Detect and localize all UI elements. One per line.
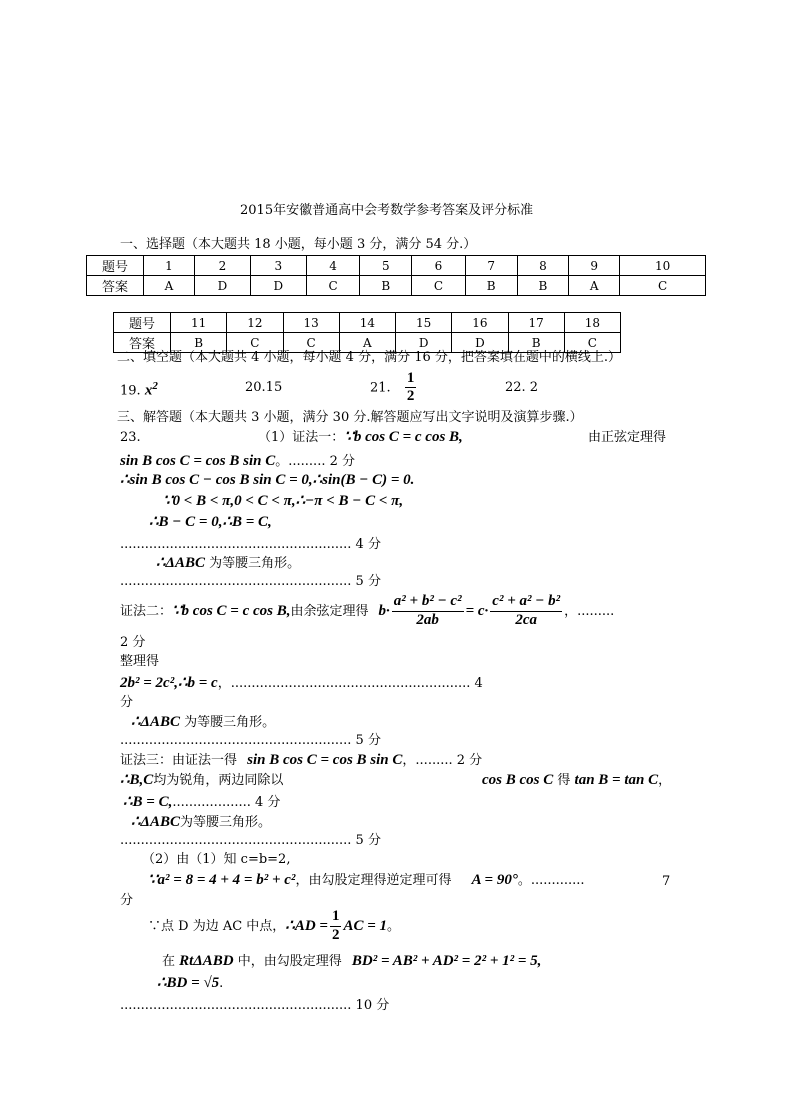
answer-21-fraction bbox=[405, 370, 417, 406]
math-expression: ∴ΔABC bbox=[131, 714, 180, 730]
proof2-mid-text: 由余弦定理得 bbox=[290, 603, 369, 619]
fraction-numerator: a² + b² − c² bbox=[392, 593, 464, 611]
math-expression: ∴ΔABC bbox=[156, 555, 205, 571]
proof3-text: 得 bbox=[557, 773, 571, 788]
answer-19-label: 19. bbox=[120, 383, 141, 399]
proof3-line2-right bbox=[482, 773, 671, 788]
part2-line4 bbox=[162, 954, 541, 969]
table-header-cell: 题号 bbox=[114, 313, 171, 333]
math-expression: ∴BD = √5 bbox=[157, 975, 220, 991]
proof3-label: 证法三：由证法一得 bbox=[120, 753, 238, 768]
table-header-cell: 题号 bbox=[87, 256, 144, 276]
table-cell: 18 bbox=[564, 313, 620, 333]
math-expression: BD² = AB² + AD² = 2² + 1² = 5, bbox=[351, 953, 542, 969]
table-cell: B bbox=[517, 276, 569, 296]
table-cell: 6 bbox=[412, 256, 466, 276]
table-cell: 4 bbox=[306, 256, 360, 276]
table-header-cell: 答案 bbox=[87, 276, 144, 296]
score-marker: ................... 4 分 bbox=[172, 795, 281, 810]
answer-table-1 bbox=[86, 255, 706, 296]
table-cell: 9 bbox=[569, 256, 620, 276]
score-dots-4: ........................................................ 4 分 bbox=[120, 537, 381, 552]
table-cell: A bbox=[144, 276, 195, 296]
page-title: 2015年安徽普通高中会考数学参考答案及评分标准 bbox=[240, 203, 534, 218]
part2-intro: （2）由（1）知 c=b=2, bbox=[142, 852, 291, 867]
fraction-denominator: 2 bbox=[331, 926, 340, 943]
math-expression: 2b² = 2c²,∴b = c bbox=[120, 675, 218, 691]
table-cell: 12 bbox=[227, 313, 283, 333]
q23-label: 23. bbox=[120, 430, 141, 445]
table-cell: C bbox=[283, 333, 339, 353]
math-expression: AC = 1 bbox=[343, 917, 388, 934]
table-cell: 17 bbox=[508, 313, 564, 333]
punctuation: . bbox=[219, 976, 224, 991]
math-expression: sin B cos C = cos B sin C bbox=[120, 453, 276, 469]
fraction-numerator: c² + a² − b² bbox=[490, 593, 562, 611]
math-expression: ∴ΔABC bbox=[131, 814, 180, 830]
score-dots-5: ........................................................ 5 分 bbox=[120, 574, 381, 589]
proof1-line4: ∵0 < B < π,0 < C < π,∴−π < B − C < π, bbox=[163, 493, 404, 509]
proof2-zhengli: 整理得 bbox=[120, 654, 160, 669]
table-cell: 5 bbox=[360, 256, 412, 276]
proof2-label: 证法二： bbox=[120, 603, 173, 619]
proof2-line1 bbox=[120, 588, 614, 634]
table-cell: 3 bbox=[250, 256, 306, 276]
fraction-denominator: 2ca bbox=[515, 611, 538, 628]
fraction bbox=[392, 593, 464, 629]
score-marker: ，......... bbox=[564, 603, 615, 619]
proof1-intro-text: （1）证法一： bbox=[258, 430, 345, 445]
table-cell: D bbox=[250, 276, 306, 296]
table-cell: 10 bbox=[620, 256, 706, 276]
table-cell: A bbox=[339, 333, 395, 353]
part2-fen: 分 bbox=[120, 893, 134, 908]
table-cell: B bbox=[465, 276, 517, 296]
section1-heading: 一、选择题（本大题共 18 小题，每小题 3 分，满分 54 分.） bbox=[120, 237, 477, 252]
part2-text: ∵点 D 为边 AC 中点， bbox=[148, 918, 286, 934]
math-expression: ∵a² = 8 = 4 + 4 = b² + c² bbox=[148, 872, 296, 888]
proof2-fen: 分 bbox=[120, 695, 134, 710]
part2-line3 bbox=[148, 906, 400, 946]
proof1-conclusion bbox=[156, 556, 300, 571]
table-cell: B bbox=[360, 276, 412, 296]
table-cell: B bbox=[171, 333, 227, 353]
table-row-answers bbox=[87, 276, 706, 296]
conclusion-text: 为等腰三角形。 bbox=[184, 715, 276, 730]
proof2-conclusion bbox=[131, 715, 275, 730]
proof1-line2 bbox=[120, 454, 355, 469]
table-header-cell: 答案 bbox=[114, 333, 171, 353]
fraction bbox=[490, 593, 562, 629]
table-cell: C bbox=[564, 333, 620, 353]
score-marker: 。......... 2 分 bbox=[275, 454, 355, 469]
proof1-equation: ∵b cos C = c cos B, bbox=[344, 429, 463, 445]
proof1-line3: ∴sin B cos C − cos B sin C = 0,∴sin(B − C) = 0. bbox=[120, 472, 415, 488]
table-cell: 13 bbox=[283, 313, 339, 333]
punctuation: 。 bbox=[387, 918, 401, 934]
math-expression: A = 90° bbox=[471, 872, 518, 888]
table-cell: 14 bbox=[339, 313, 395, 333]
table-cell: B bbox=[508, 333, 564, 353]
table-cell: C bbox=[306, 276, 360, 296]
proof2-score-5: ........................................................ 5 分 bbox=[120, 733, 381, 748]
fraction bbox=[330, 908, 342, 944]
table-cell: D bbox=[396, 333, 452, 353]
part2-text: 中，由勾股定理得 bbox=[237, 954, 342, 969]
math-expression: ∵b cos C = c cos B, bbox=[172, 602, 291, 619]
table-cell: 16 bbox=[452, 313, 508, 333]
table-cell: 8 bbox=[517, 256, 569, 276]
part2-score-10: ........................................................ 10 分 bbox=[120, 998, 390, 1013]
math-expression: ∴B,C bbox=[120, 772, 154, 788]
proof1-line5: ∴B − C = 0,∴B = C, bbox=[149, 514, 272, 530]
table-row-questions bbox=[114, 313, 621, 333]
fraction-denominator: 2ab bbox=[416, 611, 439, 628]
proof3-line2-left bbox=[120, 773, 283, 788]
math-expression: = c· bbox=[465, 602, 489, 619]
proof3-conclusion bbox=[131, 815, 271, 830]
table-cell: C bbox=[620, 276, 706, 296]
math-expression: sin B cos C = cos B sin C bbox=[247, 752, 403, 768]
math-expression: ∴B = C, bbox=[123, 794, 173, 810]
answer-19-exp: 2 bbox=[152, 380, 158, 392]
proof2-score-2: 2 分 bbox=[120, 635, 146, 650]
fraction-denominator: 2 bbox=[406, 388, 415, 405]
table-cell: C bbox=[227, 333, 283, 353]
proof1-right-text: 由正弦定理得 bbox=[588, 430, 667, 445]
answer-20: 20.15 bbox=[245, 380, 283, 395]
section3-heading: 三、解答题（本大题共 3 小题，满分 30 分.解答题应写出文字说明及演算步骤.） bbox=[117, 410, 583, 425]
proof3-line3 bbox=[123, 795, 280, 810]
math-expression: cos B cos C bbox=[482, 772, 554, 788]
proof3-text: 均为锐角，两边同除以 bbox=[153, 773, 284, 788]
punctuation: ， bbox=[658, 773, 672, 788]
part2-seven: 7 bbox=[662, 874, 671, 889]
conclusion-text: 为等腰三角形。 bbox=[209, 556, 301, 571]
answer-table-2 bbox=[113, 312, 621, 353]
table-cell: D bbox=[452, 333, 508, 353]
table-cell: C bbox=[412, 276, 466, 296]
section2-heading: 二、填空题（本大题共 4 小题，每小题 4 分，满分 16 分，把答案填在题中的横线上.） bbox=[117, 350, 622, 365]
table-cell: D bbox=[194, 276, 250, 296]
score-marker: ，......... 2 分 bbox=[402, 753, 483, 768]
part2-line2 bbox=[148, 873, 585, 888]
math-expression: RtΔABD bbox=[179, 953, 234, 969]
math-expression: ∴AD = bbox=[285, 917, 328, 934]
conclusion-text: 为等腰三角形。 bbox=[179, 815, 271, 830]
fraction-numerator: 1 bbox=[330, 908, 342, 926]
answer-22: 22. 2 bbox=[505, 380, 539, 395]
answer-21-label: 21. bbox=[370, 380, 391, 396]
part2-text: 在 bbox=[162, 954, 176, 969]
answer-19-base: x bbox=[144, 382, 153, 399]
part2-text: ，由勾股定理得逆定理可得 bbox=[295, 873, 452, 888]
math-expression: tan B = tan C bbox=[574, 772, 659, 788]
part2-line5 bbox=[157, 976, 223, 991]
table-row-questions bbox=[87, 256, 706, 276]
proof2-line3 bbox=[120, 676, 483, 691]
score-marker: ，.......................................................... 4 bbox=[217, 676, 483, 691]
table-cell: 7 bbox=[465, 256, 517, 276]
fraction-numerator: 1 bbox=[405, 370, 417, 388]
proof3-line1 bbox=[120, 753, 482, 768]
table-cell: 11 bbox=[171, 313, 227, 333]
proof1-intro bbox=[258, 430, 463, 445]
table-cell: A bbox=[569, 276, 620, 296]
table-cell: 2 bbox=[194, 256, 250, 276]
table-cell: 15 bbox=[396, 313, 452, 333]
table-cell: 1 bbox=[144, 256, 195, 276]
score-marker: 。............. bbox=[517, 873, 585, 888]
math-expression: b· bbox=[378, 602, 390, 619]
answer-19 bbox=[120, 381, 158, 398]
proof3-score-5: ........................................................ 5 分 bbox=[120, 833, 381, 848]
answer-21 bbox=[370, 370, 418, 406]
